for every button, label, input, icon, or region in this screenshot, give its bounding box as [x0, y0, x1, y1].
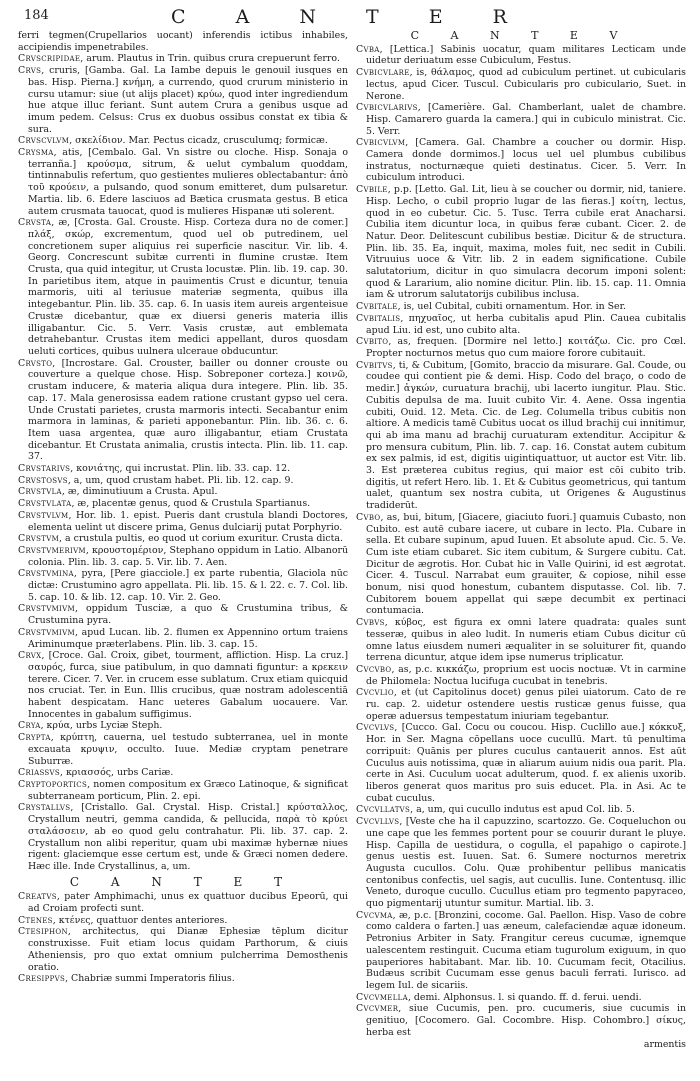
dictionary-entry: [18, 603, 348, 626]
entry-definition: , a, um, quod crustam habet. Pli. lib. 12. cap. 9.: [67, 474, 294, 486]
entry-definition: , [Cristallo. Gal. Crystal. Hisp. Cristal.] κρύσταλλος, Crystallum neutri, gemma candida, & pellucida, παρὰ τὸ κρύει σταλάσσειν, ab eo quod gelu contrahatur. Pli. lib. 37. cap. 2. Crystallum non alibi reperitur, quam ubi maximæ hybernæ niues rigent: glaciemque esse certum est, unde & Græci nomen dedere. Hæc ille. Inde Crystallinus, a, um.: [28, 802, 348, 872]
catchword: armentis: [643, 1039, 686, 1051]
entry-headword: Cresippvs: [18, 973, 66, 985]
entry-headword: Ctenes: [18, 914, 53, 926]
dictionary-entry: [18, 720, 348, 732]
entry-headword: Crvstvla: [18, 486, 62, 498]
entry-definition: , [Incrostare. Gal. Crouster, bailler ou donner crouste ou couverture a quelque chose. Hisp. Sobreponer corteza.] κοινῶ, crustam inducere, & materia aliqua dura integere. Plin. lib. 35. cap. 17. Mala generosissa eadem ratione crustant gypso uel cera. Unde Crustati parietes, crusta marmoris intecti. Secabantur enim marmora in laminas, & parieti apponebantur. Plin. lib. 36. c. 6. Item uasa argentea, quæ auro illigabantur, etiam Crustata dicebantur. Et Crustata animalia, crustis intecta. Plin. lib. 11. cap. 37.: [28, 357, 348, 463]
entry-headword: Crvstvmerivm: [18, 544, 86, 556]
section-head: C A N T E T: [69, 874, 297, 889]
dictionary-entry: [356, 804, 686, 816]
entry-headword: Ctesiphon: [18, 926, 68, 938]
entry-definition: , [Lettica.] Sabinis uocatur, quam militares Lecticam unde uidetur deriuatum esse Cubiculum, Festus.: [366, 43, 686, 67]
entry-definition: , κρύα, urbs Lyciæ Steph.: [40, 720, 163, 732]
entry-headword: Creatvs: [18, 891, 57, 903]
entry-headword: Cvbicvlare: [356, 67, 410, 79]
dictionary-entry: [356, 184, 686, 301]
dictionary-entry: [18, 358, 348, 463]
entry-headword: Cvcvmer: [356, 1003, 399, 1015]
entry-headword: Crvstvmina: [18, 568, 74, 580]
entry-definition: , Hor. lib. 1. epist. Pueris dant crustula blandi Doctores, elementa uelint ut discere prima, Genus dulciarij putat Porphyrio.: [28, 509, 348, 533]
entry-headword: Cvcvllatvs: [356, 804, 411, 816]
dictionary-entry: [18, 568, 348, 603]
dictionary-entry: [356, 1003, 686, 1038]
entry-definition: , et (ut Capitolinus docet) genus pilei uiatorum. Cato de re ru. cap. 2. uidetur ostendere uestis rusticæ genus fuisse, qua operæ aduersus tempestatum iniuriam tegebantur.: [366, 687, 686, 722]
entry-headword: Crvsto: [18, 357, 53, 369]
dictionary-entry: [18, 973, 348, 985]
entry-headword: Cvcvllvs: [356, 816, 400, 828]
entry-definition: , σκελίδιον. Mar. Pectus cicadz, crusculumq; formicæ.: [69, 135, 328, 147]
dictionary-entry: [356, 102, 686, 137]
entry-definition: , nomen compositum ex Græco Latinoque, & significat subterraneam porticum, Plin. 2. epi.: [28, 779, 348, 802]
entry-headword: Cvbitalis: [356, 312, 401, 324]
entry-definition: , æ, diminutiuum a Crusta. Apul.: [61, 486, 218, 498]
dictionary-entry: [18, 510, 348, 533]
dictionary-entry: [356, 512, 686, 617]
entry-headword: Crvstosvs: [18, 474, 68, 486]
entry-headword: Cvbitvs: [356, 359, 393, 371]
dictionary-entry: [18, 217, 348, 357]
dictionary-entry: [356, 67, 686, 102]
dictionary-entry: [18, 53, 348, 65]
entry-definition: , p.p. [Letto. Gal. Lit, lieu à se coucher ou dormir, nid, taniere. Hisp. Lecho, o cubil proprio lugar de las fieras.] κοίτη, lectus, quod in eo cubetur. Cic. 5. Tusc. Terra cubile erat Anacharsi. Cubilia item dicuntur loca, in quibus feræ cubant. Cicer. 2. de Natur. Deor. Delitescunt cubilibus bestiæ. Dicitur & de structura. Plin. lib. 35. Ea, inquit, maxima, moles fuit, nec sedit in Cubili. Vitruuius uoce & Vitr. lib. 2 in eadem significatione. Cubile salutatorium, dicitur in quo simulacra decorum imponi solent: quod & Lararium, alio nomine dicitur. Plin. lib. 15. cap. 11. Omnia iam & utrorum salutatorijs cubilibus inclusa.: [366, 184, 686, 301]
dictionary-entry: [356, 301, 686, 313]
entry-headword: Cvcvbo: [356, 663, 392, 675]
dictionary-entry: [18, 135, 348, 147]
entry-headword: Cvba: [356, 43, 380, 55]
entry-definition: , as, bui, bitum, [Giacere, giaciuto fuori.] quamuis Cubasto, non Cubito. est autē cubare iacere, ut cubare in lecto. Pla. Cubare in sella. Et cubare supinum, apud Iuuen. Et absolute apud. Cic. 5. Ve. Cum iste etiam cubaret. Sic item cubitum, & Surgere cubitu. Cat. Dicitur de ægrotis. Hor. Cubat hic in Valle Quirini, id est ægrotat. Cicer. 4. Tuscul. Narrabat eum grauiter, & copiose, nihil esse bonum, nisi quod honestum, cubantem disputasse. Col. lib. 7. Cubitorem bouem appellat qui sæpe decumbit ex pertinaci contumacia.: [366, 511, 686, 617]
dictionary-entry: [18, 533, 348, 545]
entry-headword: Crvstvlvm: [18, 509, 69, 521]
entry-definition: , a, um, qui cucullo indutus est apud Col. lib. 5.: [410, 804, 635, 816]
dictionary-entry: [356, 664, 686, 687]
dictionary-entry: [18, 627, 348, 650]
dictionary-entry: [18, 545, 348, 568]
entry-definition: , ti, & Cubitum, [Gomito, braccio da misurare. Gal. Coude, ou coudee qui contient pie & demi. Hisp. Codo del braço, o codo de medir.] ἀγκών, curuatura brachij, ubi lacerto iungitur. Plau. Stic. Cubitis depulsa de ma. Iuuit cubito Vir. 4. Aene. Ossa ingentia cubiti, Ouid. 12. Meta. Cic. de Leg. Columella tribus cubitis non altiore. A medicis tamē Cubitus uocat os illud brachij cui innitimur, qui ab ima manu ad brachij curuaturam extenditur. Accipitur & pro mensura cubitum, Plin. lib. 7. cap. 16. Constat autem cubitum ex sex palmis, id est, digitis uigintiquattuor, ut auctor est Vitr. lib. 3. Est præterea cubitus regius, qui maior est cōi cubito trib. digitis, ut refert Hero. lib. 1. Et & Cubitus geometricus, qui tantum ualet, quantum sex nostra cubita, ut Origenes & Augustinus tradiderūt.: [366, 359, 686, 512]
dictionary-entry: [18, 926, 348, 973]
dictionary-entry: [356, 992, 686, 1004]
entry-definition: , æ, p.c. [Bronzini, cocome. Gal. Paellon. Hisp. Vaso de cobre como caldera o farten.] uas æneum, calefaciendæ aquæ idoneum. Petronius Arbiter in Saty. Frangitur cereus cucumæ, ignemque ualescentem restinguit. Cucuma etiam tugurolum exiguum, in quo pauperiores habitabant. Mar. lib. 10. Cucumam fecit, Otacilius. Budæus scribit Cucumam esse genus baculi ferrati. Iurisco. ad legem Iul. de sicariis.: [366, 909, 686, 991]
entry-headword: Crvstvmivm: [18, 603, 75, 615]
dictionary-entry: [18, 463, 348, 475]
dictionary-entry: [18, 767, 348, 779]
entry-definition: , æ, placentæ genus, quod & Crustula Spartianus.: [71, 498, 311, 510]
entry-definition: , oppidum Tusciæ, a quo & Crustumina tribus, & Crustumina pyra.: [28, 603, 348, 627]
entry-definition: , atis, [Cembalo. Gal. Vn sistre ou cloche. Hisp. Sonaja o terranña.] κρούσμα, sitrum, & uelut cymbalum quoddam, tintinnabulis refertum, quo gestientes mulieres oblectabantur: ἀπὸ τοῦ κρούειν, a pulsando, quod sonum emitteret, dum pulsaretur. Martia. lib. 6. Edere lasciuos ad Bætica crusmata gestus. B etica autem crusmata tauocat, quod is mulieres Hispanæ uti solerent.: [28, 147, 348, 217]
entry-definition: , Chabriæ summi Imperatoris filius.: [65, 973, 235, 985]
entry-headword: Cvbicvlarivs: [356, 102, 418, 114]
entry-definition: , architectus, qui Dianæ Ephesiæ tēplum dicitur construxisse. Fuit etiam locus quidam Parthorum, & ciuis Atheniensis, pro quo extat omnium pulcherrima Demosthenis oratio.: [28, 926, 348, 973]
entry-headword: Cvcvlio: [356, 687, 394, 699]
entry-definition: , κύβος, est figura ex omni latere quadrata: quales sunt tesseræ, quibus in aleo ludit. In numeris etiam Cubus dicitur cū omne latus eiusdem numeri æqualiter in se soluiturer fit, quando terrena dicuntur, atque idem ipse numerus triplicatur.: [366, 617, 686, 664]
dictionary-entry: [18, 486, 348, 498]
continuation-text: ferri tegmen(Crupellarios uocant) inferendis ictibus inhabiles, accipiendis impenetrabiles.: [18, 30, 348, 53]
entry-definition: , [Camera. Gal. Chambre a coucher ou dormir. Hisp. Camera donde dormimos.] locus uel uel plumbus cubilibus instratus, nocturnæque quieti destinatus. Cicer. 5. Verr. In cubiculum introduci.: [366, 137, 686, 184]
entry-headword: Crvstvlata: [18, 498, 72, 510]
left-column: [18, 30, 348, 1078]
dictionary-entry: [18, 498, 348, 510]
entry-definition: , κτένες, quattuor dentes anteriores.: [52, 914, 228, 926]
entry-definition: , πηχυαῖος, ut herba cubitalis apud Plin. Cauea cubitalis apud Liu. id est, uno cubito alta.: [366, 312, 686, 336]
entry-definition: , pater Amphimachi, unus ex quattuor ducibus Epeorū, qui ad Croiam profecti sunt.: [28, 891, 348, 915]
dictionary-entry: [356, 816, 686, 910]
entry-headword: Crvscvlvm: [18, 135, 70, 147]
entry-headword: Cvbitale: [356, 301, 398, 313]
dictionary-entry: [18, 915, 348, 927]
entry-definition: , a crustula pultis, eo quod ut corium exuritur. Crusta dicta.: [59, 533, 344, 545]
entry-headword: Cvcvma: [356, 909, 393, 921]
entry-headword: Criassvs: [18, 767, 60, 779]
entry-headword: Cvcvlvs: [356, 722, 395, 734]
entry-definition: , æ, [Crosta. Gal. Crouste. Hisp. Corteza dura no de comer.] πλάξ, σκώρ, excrementum, quod uel ob putredinem, uel concretionem super aliquius rei superficie nascitur. Vir. lib. 4. Georg. Concrescunt subitæ currenti in flumine crustæ. Item Crusta, qua quid integitur, ut Crusta locustæ. Plin. lib. 19. cap. 30. In parietibus item, atque in pauimentis Crust e dicuntur, tenuia marmoris, uiti al teriusue materiæ segmenta, quibus illa integebantur. Plin. lib. 35. cap. 6. In uasis item aureis argenteisue Crustæ dicebantur, quæ ex diuersi generis materia illis illigabantur. Cic. 5. Verr. Vasis crustæ, aut emblemata detrahebantur. Crustas item medici appellant, duros quosdam ueluti cortices, quibus uulnera ulceraue obducuntur.: [28, 217, 348, 357]
dictionary-entry: [356, 313, 686, 336]
dictionary-entry: [356, 722, 686, 804]
entry-definition: , κονιάτης, qui incrustat. Plin. lib. 33. cap. 12.: [70, 463, 291, 475]
entry-headword: Cvbvs: [356, 617, 385, 629]
entry-headword: Crvstarivs: [18, 463, 71, 475]
entry-headword: Crya: [18, 720, 41, 732]
dictionary-entry: [18, 779, 348, 802]
dictionary-entry: [356, 617, 686, 664]
entry-definition: , pyra, [Pere giacciole.] ex parte rubentia, Glaciola nūc dictæ: Crustumino agro appellata. Pli. lib. 15. & l. 22. c. 7. Col. lib. 5. cap. 10. & lib. 12. cap. 10. Vir. 2. Geo.: [28, 568, 348, 603]
entry-definition: , siue Cucumis, pen. pro. cucumeris, siue cucumis in genitiuo, [Cocomero. Gal. Cocombre. Hisp. Cohombro.] σίκυς, herba est: [366, 1003, 686, 1038]
dictionary-entry: [18, 732, 348, 767]
dictionary-entry: [356, 336, 686, 359]
entry-headword: Crvstvmivm: [18, 626, 75, 638]
entry-definition: , κρύπτη, cauerna, uel testudo subterranea, uel in monte excauata κρυψιν, occulto. Iuue. Mediæ cryptam penetrare Suburræ.: [28, 732, 348, 767]
entry-headword: Crvstvm: [18, 533, 60, 545]
entry-definition: , demi. Alphonsus. l. si quando. ff. d. ferui. uendi.: [407, 991, 642, 1003]
entry-headword: Crypta: [18, 732, 51, 744]
entry-headword: Crvscripidae: [18, 53, 81, 65]
entry-headword: Cvcvmella: [356, 991, 408, 1003]
dictionary-entry: [356, 137, 686, 184]
dictionary-entry: [18, 650, 348, 720]
dictionary-entry: [356, 360, 686, 512]
entry-definition: , [Cucco. Gal. Cocu ou coucou. Hisp. Cuclillo aue.] κόκκυξ, Hor. in Ser. Magna cōpellans uoce cucullū. Mart. tū penultima corripuit: Quānis per plures cuculus cantauerit annos. Est aūt Cuculus auis notissima, quæ in aliarum auium nidis oua parit. Pla. certe in Asi. Cuculum uocat adulterum, quod. f. ex alienis uxorib. liberos generat quos maritus pro suis educet. Pla. in Asi. Ac te cubat cuculus.: [366, 722, 686, 804]
entry-definition: , apud Lucan. lib. 2. flumen ex Appennino ortum traiens Ariminumque præterlabens. Plin. lib. 3. cap. 15.: [28, 626, 348, 650]
entry-definition: , κριασσός, urbs Cariæ.: [59, 767, 174, 779]
entry-definition: , as, frequen. [Dormire nel letto.] κοιτάζω. Cic. pro Cœl. Propter nocturnos metus quo cum maiore forore cubitauit.: [366, 336, 686, 359]
running-head: C A N T E R: [171, 6, 529, 28]
dictionary-entry: [356, 910, 686, 992]
dictionary-entry: [18, 65, 348, 135]
entry-definition: , cruris, [Gamba. Gal. La Iambe depuis le genouil iusques en bas. Hisp. Pierna.] κνήμη, a currendo, quod crurum ministerio in cursu utamur: siue (ut alijs placet) κρύω, quod inter ingrediendum hue atque illuc feriant. Sunt autem Crura a genibus usque ad imum pedem. Celsus: Crus ex duobus ossibus constat ex tibia & sura.: [28, 65, 348, 135]
entry-headword: Crvs: [18, 65, 42, 77]
dictionary-entry: [356, 44, 686, 67]
entry-headword: Crvsta: [18, 217, 52, 229]
entry-definition: , as, p.c. κικκάζω, proprium est uocis noctuæ. Vt in carmine de Philomela: Noctua lucifuga cucubat in tenebris.: [366, 663, 686, 687]
entry-headword: Crvx: [18, 650, 42, 662]
dictionary-entry: [18, 891, 348, 914]
entry-headword: Cvbile: [356, 184, 388, 196]
entry-headword: Cvbo: [356, 511, 381, 523]
entry-definition: , [Croce. Gal. Croix, gibet, tourment, affliction. Hisp. La cruz.] σαυρός, furca, siue patibulum, in quo damnati figuntur: a κρεκειν terere. Cicer. 7. Ver. in crucem esse sublatum. Crux etiam quicquid nos cruciat. Ter. in Eun. Illis crucibus, quæ nostram adolescentiā habent despicatam. Hanc ueteres Gabalum uocauere. Var. Innocentes in gabalum suffigimus.: [28, 650, 348, 720]
entry-headword: Crysma: [18, 147, 54, 159]
entry-definition: , [Camerière. Gal. Chamberlant, ualet de chambre. Hisp. Camarero guarda la camera.] qui in cubiculo ministrat. Cic. 5. Verr.: [366, 102, 686, 137]
entry-definition: , κρουστομέριον, Stephano oppidum in Latio. Albanorū colonia. Plin. lib. 3. cap. 5. Vir. lib. 7. Aen.: [28, 544, 348, 568]
page-number: 184: [24, 8, 49, 23]
page-header: [0, 2, 700, 28]
entry-definition: , [Veste che ha il capuzzino, scartozzo. Ge. Coqueluchon ou une cape que les femmes portent pour se couurir durant le pluye. Hisp. Capilla de uestidura, o cogulla, el papahigo o capirote.] genus uestis est. Iuuen. Sat. 6. Sumere nocturnos meretrix Augusta cucullos. Colu. Quæ prohibentur pellibus manicatis centonibus confectis, uel sagis, aut cucullis. Iune. Contentusq. illic Veneto, duroque cucullo. Cucullus etiam pro tegmento papyraceo, quo pigmentarij utuntur sumitur. Martial. lib. 3.: [366, 816, 686, 910]
entry-definition: , arum. Plautus in Trin. quibus crura crepuerunt ferro.: [80, 53, 340, 65]
entry-definition: , is, uel Cubital, cubiti ornamentum. Hor. in Ser.: [397, 301, 627, 313]
right-column: [356, 30, 686, 1078]
entry-headword: Cvbicvlvm: [356, 137, 406, 149]
dictionary-entry: [356, 687, 686, 722]
entry-definition: , is, θάλαμος, quod ad cubiculum pertinet. ut cubicularis lectus, apud Cicer. Tuscul. Cubicularis pro cubiculario, Suet. in Nerone.: [366, 67, 686, 102]
entry-headword: Crystallvs: [18, 802, 71, 814]
right-column-head: C A N T E V: [410, 30, 632, 42]
entry-headword: Cvbito: [356, 336, 389, 348]
dictionary-entry: [18, 475, 348, 487]
dictionary-entry: [18, 802, 348, 872]
entry-headword: Cryptoportics: [18, 779, 88, 790]
dictionary-entry: [18, 147, 348, 217]
